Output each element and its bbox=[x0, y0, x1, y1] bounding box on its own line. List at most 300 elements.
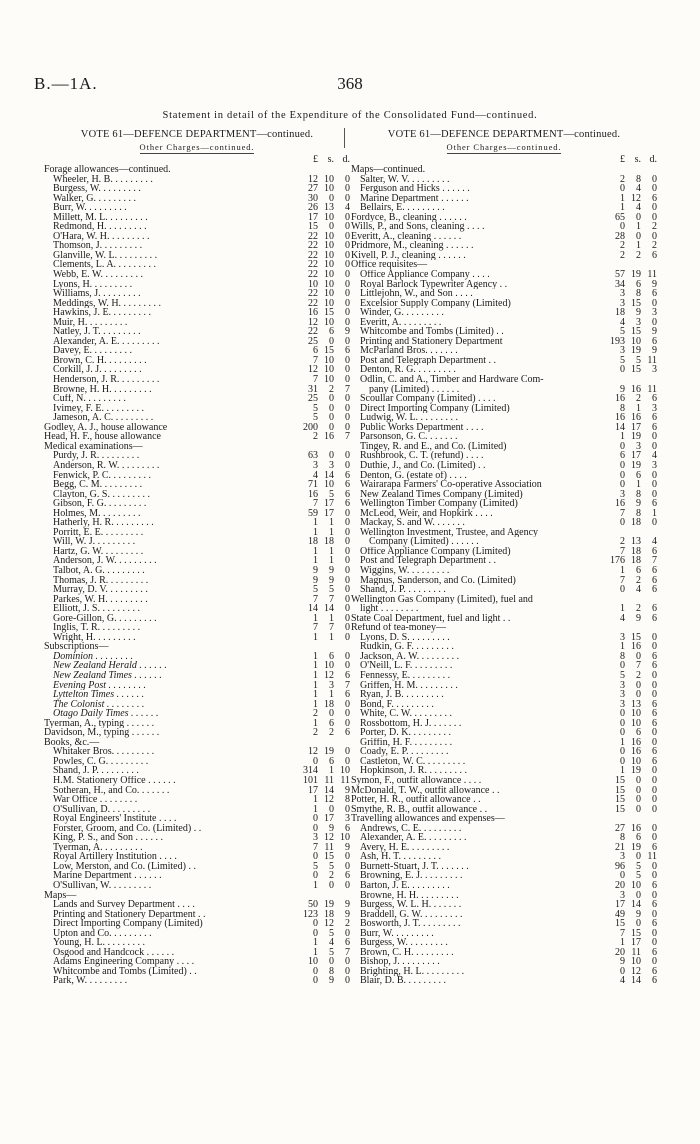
expenditure-row bbox=[351, 375, 657, 385]
amount-pence: 0 bbox=[345, 450, 350, 462]
amount-pounds: 2 bbox=[313, 431, 318, 443]
expenditure-row bbox=[351, 337, 657, 347]
amount-pence: 0 bbox=[345, 574, 350, 586]
amount-shillings: 1 bbox=[329, 765, 334, 777]
expenditure-row bbox=[351, 700, 657, 710]
amount-pounds: 0 bbox=[313, 965, 318, 977]
entry-name: Whitcombe and Tombs (Limited) . . bbox=[360, 327, 504, 337]
entry-name: Ivimey, F. E. . . . . . . . . bbox=[53, 403, 145, 414]
entry-name: Kivell, P. J., cleaning . . . . . . bbox=[351, 250, 466, 261]
amount-pounds: 1 bbox=[313, 517, 318, 529]
amount-pounds: 0 bbox=[313, 851, 318, 863]
amount-pounds: 15 bbox=[615, 775, 625, 786]
amount-shillings: 1 bbox=[329, 612, 334, 624]
amount-pounds: 1 bbox=[313, 880, 318, 892]
amount-shillings: 4 bbox=[636, 202, 641, 214]
amount-shillings: 14 bbox=[324, 784, 334, 796]
expenditure-row bbox=[351, 843, 657, 853]
entry-name: Royal Engineers' Institute . . . . bbox=[53, 814, 177, 824]
amount-pounds: 1 bbox=[620, 603, 625, 615]
amount-pence: 0 bbox=[345, 230, 350, 242]
amount-pence: 6 bbox=[652, 708, 657, 720]
entry-name: Millett, M. L. . . . . . . . . bbox=[53, 212, 148, 223]
amount-pence: 3 bbox=[345, 813, 350, 825]
amount-pence: 0 bbox=[652, 689, 657, 701]
entry-name: Fordyce, B., cleaning . . . . . . bbox=[351, 212, 467, 223]
amount-pounds: 0 bbox=[313, 975, 318, 987]
entry-name: Medical examinations— bbox=[44, 441, 143, 452]
amount-pounds: 22 bbox=[308, 259, 318, 271]
amount-pounds: 8 bbox=[620, 402, 625, 414]
entry-name: Printing and Stationery Department . . bbox=[53, 909, 206, 920]
entry-name: Rudkin, G. F. . . . . . . . . bbox=[360, 642, 454, 652]
entry-name: Porritt, E. E. . . . . . . . . bbox=[53, 527, 144, 538]
entry-name: Jackson, A. W. . . . . . . . . bbox=[360, 651, 460, 662]
amount-pence: 3 bbox=[652, 402, 657, 414]
expenditure-row bbox=[44, 490, 350, 500]
amount-pounds: 15 bbox=[308, 221, 318, 233]
entry-name: Meddings, W. H. . . . . . . . . bbox=[53, 298, 162, 309]
amount-pounds: 1 bbox=[313, 698, 318, 710]
expenditure-row bbox=[44, 222, 350, 232]
entry-name: Pridmore, M., cleaning . . . . . . bbox=[351, 241, 474, 251]
expenditure-row bbox=[351, 260, 657, 270]
expenditure-row bbox=[351, 786, 657, 796]
entry-name: Forage allowances—continued. bbox=[44, 165, 171, 175]
amount-pounds: 3 bbox=[620, 698, 625, 710]
expenditure-row bbox=[351, 471, 657, 481]
amount-pence: 0 bbox=[345, 240, 350, 252]
amount-pounds: 22 bbox=[308, 240, 318, 252]
entry-name: Murray, D. V. . . . . . . . . bbox=[53, 585, 148, 595]
expenditure-row bbox=[351, 805, 657, 815]
expenditure-rows bbox=[44, 165, 350, 986]
expenditure-row bbox=[44, 241, 350, 251]
amount-pounds: 16 bbox=[308, 307, 318, 319]
expenditure-row bbox=[44, 509, 350, 519]
amount-pence: 6 bbox=[345, 822, 350, 834]
entry-name: Porter, D. K. . . . . . . . . bbox=[360, 728, 451, 738]
amount-shillings: 10 bbox=[324, 211, 334, 223]
amount-pence: 0 bbox=[652, 765, 657, 777]
amount-pence: 0 bbox=[652, 431, 657, 443]
expenditure-row bbox=[44, 719, 350, 729]
amount-shillings: 6 bbox=[329, 755, 334, 767]
amount-shillings: 17 bbox=[631, 450, 641, 462]
amount-pounds: 12 bbox=[308, 746, 318, 758]
amount-pounds: 1 bbox=[313, 660, 318, 672]
entry-name: Powles, C. G. . . . . . . . . bbox=[53, 756, 149, 767]
amount-pounds: 17 bbox=[615, 899, 625, 911]
amount-pence: 6 bbox=[652, 249, 657, 261]
amount-shillings: 0 bbox=[636, 689, 641, 701]
amount-shillings: 0 bbox=[636, 211, 641, 223]
expenditure-row bbox=[44, 776, 350, 786]
entry-name: Jameson, A. C. . . . . . . . . bbox=[53, 413, 154, 423]
entry-name: Redmond, H. . . . . . . . . bbox=[53, 222, 147, 232]
entry-name: O'Neill, L. F. . . . . . . . . bbox=[360, 661, 453, 671]
amount-pence: 0 bbox=[652, 479, 657, 491]
amount-pence: 0 bbox=[345, 421, 350, 433]
amount-pounds: 0 bbox=[620, 717, 625, 729]
amount-pence: 6 bbox=[345, 689, 350, 701]
expenditure-row bbox=[44, 280, 350, 290]
entry-name: Ryan, J. B. . . . . . . . . bbox=[360, 690, 444, 700]
amount-pounds: 1 bbox=[313, 650, 318, 662]
expenditure-row bbox=[351, 213, 657, 223]
amount-shillings: 5 bbox=[636, 870, 641, 882]
entry-name: Young, H. L. . . . . . . . . bbox=[53, 938, 146, 948]
amount-shillings: 12 bbox=[324, 794, 334, 806]
amount-pence: 0 bbox=[345, 851, 350, 863]
amount-pence: 0 bbox=[345, 717, 350, 729]
amount-shillings: 0 bbox=[636, 679, 641, 691]
expenditure-row bbox=[351, 251, 657, 261]
amount-pounds: 5 bbox=[313, 412, 318, 424]
amount-pence: 0 bbox=[345, 860, 350, 872]
expenditure-row bbox=[44, 919, 350, 929]
amount-pounds: 0 bbox=[313, 822, 318, 834]
entry-name: Bosworth, J. T. . . . . . . . . bbox=[360, 919, 461, 929]
amount-pounds: 4 bbox=[620, 975, 625, 987]
amount-pounds: 1 bbox=[620, 192, 625, 204]
expenditure-row bbox=[44, 576, 350, 586]
amount-pence: 6 bbox=[652, 192, 657, 204]
amount-shillings: 12 bbox=[324, 832, 334, 844]
amount-pence: 6 bbox=[652, 965, 657, 977]
expenditure-row bbox=[351, 852, 657, 862]
amount-shillings: 12 bbox=[631, 965, 641, 977]
amount-pence: 6 bbox=[652, 975, 657, 987]
entry-name: Burgess, W. L. H. . . . . . . bbox=[360, 900, 462, 910]
entry-name: Begg, C. M. . . . . . . . . bbox=[53, 480, 143, 490]
expenditure-row bbox=[351, 413, 657, 423]
amount-shillings: 10 bbox=[631, 956, 641, 968]
amount-shillings: 10 bbox=[324, 259, 334, 271]
entry-name: King, P. S., and Son . . . . . . bbox=[53, 833, 164, 843]
expenditure-row bbox=[44, 938, 350, 948]
expenditure-row bbox=[351, 776, 657, 786]
amount-pence: 6 bbox=[345, 469, 350, 481]
amount-pounds: 27 bbox=[308, 183, 318, 195]
amount-pence: 0 bbox=[652, 631, 657, 643]
expenditure-row bbox=[44, 471, 350, 481]
expenditure-row bbox=[44, 203, 350, 213]
entry-name: Burnett-Stuart, J. T. . . . . . . bbox=[360, 861, 469, 872]
entry-name: Denton, G. (estate of) . . . . bbox=[360, 470, 467, 481]
amount-pounds: 65 bbox=[615, 211, 625, 223]
amount-shillings: 5 bbox=[329, 860, 334, 872]
amount-shillings: 4 bbox=[636, 584, 641, 596]
amount-pounds: 1 bbox=[313, 631, 318, 643]
amount-shillings: 8 bbox=[329, 965, 334, 977]
amount-shillings: 9 bbox=[329, 564, 334, 576]
expenditure-row bbox=[351, 833, 657, 843]
expenditure-row bbox=[44, 346, 350, 356]
entry-name: Everitt, A. . . . . . . . . bbox=[360, 317, 442, 328]
amount-pounds: 7 bbox=[313, 354, 318, 366]
expenditure-row bbox=[44, 633, 350, 643]
amount-pence: 0 bbox=[345, 402, 350, 414]
entry-name: Post and Telegraph Department . . bbox=[360, 355, 497, 366]
expenditure-row bbox=[44, 614, 350, 624]
entry-name: Barton, J. E. . . . . . . . . bbox=[360, 881, 450, 891]
amount-column-headers bbox=[351, 155, 657, 165]
amount-pence: 0 bbox=[652, 860, 657, 872]
amount-shillings: 1 bbox=[329, 689, 334, 701]
expenditure-row bbox=[44, 881, 350, 891]
amount-shillings: 15 bbox=[631, 326, 641, 338]
amount-column-headers bbox=[44, 155, 350, 165]
expenditure-row bbox=[351, 824, 657, 834]
entry-name: Salter, W. V. . . . . . . . . bbox=[360, 174, 450, 185]
pence-header: d. bbox=[342, 154, 350, 165]
expenditure-row bbox=[351, 604, 657, 614]
expenditure-row bbox=[44, 891, 350, 901]
entry-name: Purdy, J. R. . . . . . . . . bbox=[53, 451, 140, 461]
amount-pence: 0 bbox=[345, 173, 350, 185]
amount-pounds: 50 bbox=[308, 899, 318, 911]
amount-pence: 6 bbox=[345, 669, 350, 681]
pounds-header: £ bbox=[313, 154, 318, 165]
expenditure-row bbox=[351, 757, 657, 767]
expenditure-row bbox=[351, 308, 657, 318]
entry-name: Hopkinson, J. R. . . . . . . . . bbox=[360, 766, 467, 776]
expenditure-row bbox=[351, 938, 657, 948]
entry-name: McDonald, T. W., outfit allowance . . bbox=[351, 785, 500, 796]
amount-shillings: 5 bbox=[636, 354, 641, 366]
amount-pounds: 3 bbox=[620, 297, 625, 309]
amount-pence: 0 bbox=[652, 784, 657, 796]
entry-name: Office Appliance Company . . . . bbox=[360, 270, 490, 280]
entry-name: O'Hara, W. H. . . . . . . . . bbox=[53, 231, 150, 242]
amount-pounds: 26 bbox=[308, 202, 318, 214]
entry-name: Upton and Co. . . . . . . . . bbox=[53, 928, 152, 939]
entry-name: Wiggins, W. . . . . . . . . bbox=[360, 565, 450, 576]
amount-shillings: 0 bbox=[329, 192, 334, 204]
amount-pence: 0 bbox=[345, 631, 350, 643]
amount-pounds: 22 bbox=[308, 326, 318, 338]
amount-pounds: 10 bbox=[308, 278, 318, 290]
amount-shillings: 4 bbox=[329, 937, 334, 949]
entry-name: O'Sullivan, W. . . . . . . . . bbox=[53, 881, 152, 891]
amount-shillings: 16 bbox=[631, 822, 641, 834]
amount-shillings: 15 bbox=[324, 307, 334, 319]
expenditure-row bbox=[351, 910, 657, 920]
amount-pounds: 7 bbox=[620, 574, 625, 586]
entry-name: Browning, E. J. . . . . . . . . bbox=[360, 871, 463, 882]
amount-shillings: 7 bbox=[329, 622, 334, 634]
amount-pounds: 193 bbox=[610, 335, 625, 347]
entry-name: Bishop, J. . . . . . . . . bbox=[360, 957, 440, 967]
amount-shillings: 6 bbox=[636, 727, 641, 739]
amount-shillings: 18 bbox=[324, 536, 334, 548]
expenditure-row bbox=[44, 480, 350, 490]
amount-pounds: 176 bbox=[610, 555, 625, 567]
entry-name: H.M. Stationery Office . . . . . . bbox=[53, 776, 176, 786]
expenditure-row bbox=[44, 786, 350, 796]
entry-name: Adams Engineering Company . . . . bbox=[53, 957, 195, 967]
amount-pounds: 57 bbox=[615, 269, 625, 281]
amount-pounds: 4 bbox=[620, 612, 625, 624]
amount-shillings: 18 bbox=[324, 908, 334, 920]
amount-pounds: 200 bbox=[303, 421, 318, 433]
entry-name: Rossbottom, H. J. . . . . . . bbox=[360, 718, 462, 729]
amount-shillings: 10 bbox=[324, 278, 334, 290]
expenditure-rows bbox=[351, 165, 657, 986]
amount-pounds: 1 bbox=[620, 431, 625, 443]
amount-pounds: 101 bbox=[303, 775, 318, 786]
expenditure-row bbox=[351, 900, 657, 910]
amount-pounds: 123 bbox=[303, 908, 318, 920]
expenditure-row bbox=[44, 308, 350, 318]
amount-shillings: 0 bbox=[636, 775, 641, 786]
expenditure-row bbox=[44, 833, 350, 843]
amount-pence: 0 bbox=[652, 517, 657, 529]
expenditure-row bbox=[351, 404, 657, 414]
amount-shillings: 0 bbox=[329, 421, 334, 433]
expenditure-row bbox=[351, 948, 657, 958]
expenditure-row bbox=[351, 728, 657, 738]
entry-name: McParland Bros. . . . . . . bbox=[360, 346, 458, 356]
amount-pence: 0 bbox=[345, 249, 350, 261]
amount-shillings: 19 bbox=[631, 841, 641, 853]
entry-name: Ludwig, W. L. . . . . . . . . bbox=[360, 413, 459, 423]
entry-name: Osgood and Handcock . . . . . . bbox=[53, 947, 175, 958]
entry-name: Littlejohn, W., and Son . . . . bbox=[360, 289, 473, 299]
amount-shillings: 9 bbox=[636, 612, 641, 624]
entry-name: pany (Limited) . . . . . . bbox=[369, 384, 460, 395]
amount-pence: 0 bbox=[652, 183, 657, 195]
amount-pence: 6 bbox=[652, 841, 657, 853]
amount-shillings: 5 bbox=[329, 488, 334, 500]
amount-pence: 0 bbox=[345, 708, 350, 720]
expenditure-row bbox=[351, 919, 657, 929]
amount-shillings: 11 bbox=[324, 841, 334, 853]
expenditure-row bbox=[44, 747, 350, 757]
amount-pounds: 30 bbox=[308, 192, 318, 204]
amount-pounds: 1 bbox=[313, 689, 318, 701]
expenditure-row bbox=[351, 642, 657, 652]
entry-name: Clements, L. A. . . . . . . . . bbox=[53, 260, 157, 271]
amount-pounds: 3 bbox=[620, 689, 625, 701]
expenditure-row bbox=[44, 738, 350, 748]
entry-name: Maps—continued. bbox=[351, 165, 426, 175]
expenditure-row bbox=[351, 556, 657, 566]
expenditure-row bbox=[44, 442, 350, 452]
amount-pounds: 2 bbox=[620, 249, 625, 261]
amount-pounds: 0 bbox=[620, 459, 625, 471]
amount-pence: 11 bbox=[647, 354, 657, 366]
expenditure-row bbox=[44, 604, 350, 614]
amount-pounds: 1 bbox=[620, 765, 625, 777]
amount-pounds: 0 bbox=[313, 813, 318, 825]
amount-pence: 0 bbox=[345, 278, 350, 290]
expenditure-row bbox=[351, 203, 657, 213]
entry-name: Ferguson and Hicks . . . . . . bbox=[360, 184, 470, 194]
amount-shillings: 3 bbox=[329, 459, 334, 471]
amount-pounds: 1 bbox=[620, 564, 625, 576]
amount-pence: 0 bbox=[652, 908, 657, 920]
entry-name: Winder, G. . . . . . . . . bbox=[360, 308, 444, 318]
amount-pounds: 2 bbox=[313, 708, 318, 720]
amount-pounds: 0 bbox=[313, 918, 318, 930]
expenditure-row bbox=[351, 451, 657, 461]
amount-pounds: 12 bbox=[308, 316, 318, 328]
amount-shillings: 10 bbox=[324, 230, 334, 242]
amount-pence: 7 bbox=[345, 431, 350, 443]
expenditure-row bbox=[351, 671, 657, 681]
expenditure-row bbox=[351, 537, 657, 547]
amount-shillings: 0 bbox=[636, 784, 641, 796]
amount-shillings: 15 bbox=[631, 364, 641, 376]
entry-name: Clayton, G. S. . . . . . . . . bbox=[53, 489, 150, 500]
expenditure-row bbox=[44, 709, 350, 719]
pence-header: d. bbox=[649, 154, 657, 165]
amount-pence: 3 bbox=[652, 307, 657, 319]
entry-name: Hartz, G. W. . . . . . . . . bbox=[53, 546, 144, 557]
entry-name: New Zealand Herald . . . . . . bbox=[53, 661, 167, 671]
expenditure-row bbox=[351, 881, 657, 891]
amount-shillings: 9 bbox=[329, 822, 334, 834]
amount-pounds: 7 bbox=[620, 927, 625, 939]
expenditure-row bbox=[351, 423, 657, 433]
amount-pence: 0 bbox=[345, 593, 350, 605]
amount-pounds: 1 bbox=[313, 794, 318, 806]
amount-shillings: 10 bbox=[631, 335, 641, 347]
expenditure-row bbox=[351, 595, 657, 605]
expenditure-row bbox=[351, 394, 657, 404]
statement-title: Statement in detail of the Expenditure of the Consolidated Fund—continued. bbox=[162, 110, 538, 121]
expenditure-row bbox=[351, 967, 657, 977]
amount-shillings: 10 bbox=[324, 354, 334, 366]
amount-pounds: 7 bbox=[620, 507, 625, 519]
amount-shillings: 10 bbox=[324, 374, 334, 386]
amount-pence: 0 bbox=[652, 736, 657, 748]
amount-shillings: 19 bbox=[631, 765, 641, 777]
amount-pence: 6 bbox=[652, 746, 657, 758]
amount-pence: 0 bbox=[345, 526, 350, 538]
amount-pounds: 3 bbox=[620, 889, 625, 901]
amount-pounds: 0 bbox=[620, 584, 625, 596]
amount-shillings: 1 bbox=[329, 555, 334, 567]
entry-name: Whitcombe and Tombs (Limited) . . bbox=[53, 966, 197, 977]
amount-pounds: 22 bbox=[308, 249, 318, 261]
amount-pounds: 49 bbox=[615, 908, 625, 920]
entry-name: Bond, F. . . . . . . . . bbox=[360, 699, 434, 710]
entry-name: Webb, E. W. . . . . . . . . bbox=[53, 270, 144, 280]
amount-pence: 6 bbox=[345, 727, 350, 739]
expenditure-row bbox=[351, 385, 657, 395]
entry-name: Hatherly, H. R. . . . . . . . . bbox=[53, 518, 154, 528]
amount-pence: 6 bbox=[652, 603, 657, 615]
amount-pounds: 15 bbox=[615, 794, 625, 806]
entry-name: Post and Telegraph Department . . bbox=[360, 556, 497, 566]
amount-shillings: 12 bbox=[324, 918, 334, 930]
entry-name: Williams, J. . . . . . . . . bbox=[53, 289, 141, 299]
amount-pence: 0 bbox=[345, 956, 350, 968]
amount-pounds: 0 bbox=[313, 755, 318, 767]
entry-name: Lyttelton Times . . . . . . bbox=[53, 690, 145, 700]
amount-shillings: 9 bbox=[636, 908, 641, 920]
amount-pence: 0 bbox=[345, 584, 350, 596]
amount-shillings: 7 bbox=[636, 660, 641, 672]
amount-shillings: 6 bbox=[329, 326, 334, 338]
amount-pence: 0 bbox=[652, 803, 657, 815]
amount-shillings: 0 bbox=[329, 803, 334, 815]
amount-pence: 7 bbox=[345, 679, 350, 691]
amount-pounds: 2 bbox=[620, 173, 625, 185]
